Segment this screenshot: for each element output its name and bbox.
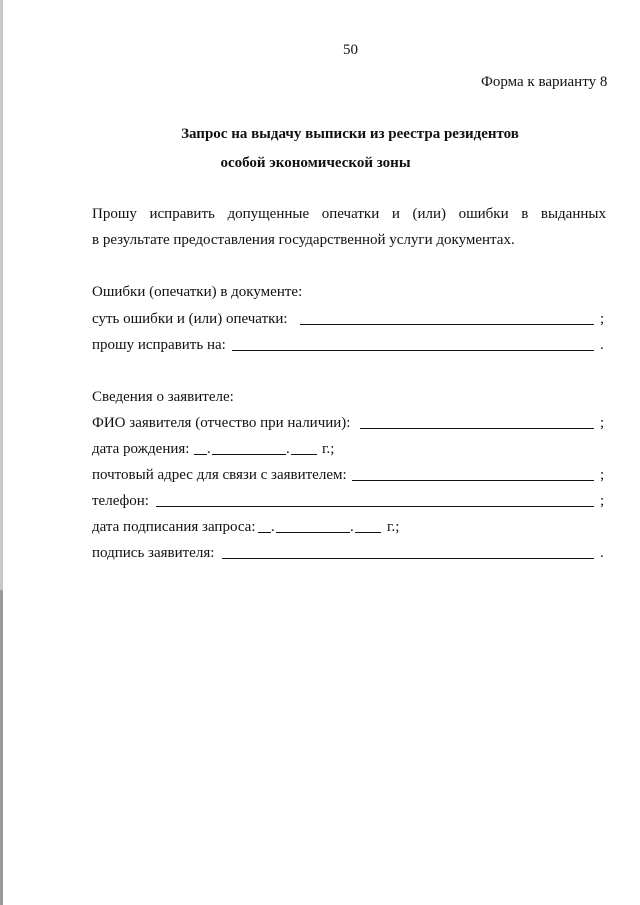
- intro-word: (или): [412, 206, 446, 222]
- intro-line1: [92, 205, 606, 223]
- birth-year-field[interactable]: [291, 454, 317, 455]
- intro-word: выданных: [540, 206, 606, 222]
- birth-day-field[interactable]: [194, 454, 207, 455]
- fio-field[interactable]: [360, 428, 594, 429]
- signature-field[interactable]: [222, 558, 594, 559]
- form-reference: Форма к варианту 8: [481, 74, 608, 90]
- sign-month-field[interactable]: [276, 532, 350, 533]
- sign-date-label: дата подписания запроса:: [92, 519, 256, 535]
- phone-label: телефон:: [92, 493, 149, 509]
- sign-date-suffix: г.;: [387, 519, 400, 535]
- signature-label: подпись заявителя:: [92, 545, 215, 561]
- essence-label: суть ошибки и (или) опечатки:: [92, 311, 288, 327]
- phone-end: ;: [600, 493, 605, 509]
- intro-word: в: [521, 206, 529, 222]
- applicant-heading: Сведения о заявителе:: [92, 389, 234, 405]
- intro-line2: в результате предоставления государственной услуги документах.: [92, 232, 515, 248]
- intro-word: Прошу: [92, 206, 137, 222]
- document-title-line1: Запрос на выдачу выписки из реестра резидентов: [181, 126, 519, 142]
- document-title-line2: особой экономической зоны: [220, 155, 411, 171]
- page-edge-shadow-dark: [0, 590, 3, 905]
- birth-label: дата рождения:: [92, 441, 190, 457]
- fio-label: ФИО заявителя (отчество при наличии):: [92, 415, 351, 431]
- page-number: 50: [343, 42, 358, 58]
- birth-month-field[interactable]: [212, 454, 286, 455]
- intro-word: допущенные: [227, 206, 310, 222]
- birth-dot1: .: [207, 441, 211, 457]
- birth-suffix: г.;: [322, 441, 335, 457]
- address-label: почтовый адрес для связи с заявителем:: [92, 467, 347, 483]
- signature-end: .: [600, 545, 604, 561]
- intro-word: исправить: [149, 206, 215, 222]
- intro-word: ошибки: [458, 206, 509, 222]
- fix-field[interactable]: [232, 350, 594, 351]
- fix-end: .: [600, 337, 604, 353]
- sign-date-dot1: .: [271, 519, 275, 535]
- errors-heading: Ошибки (опечатки) в документе:: [92, 284, 303, 300]
- fix-label: прошу исправить на:: [92, 337, 226, 353]
- address-end: ;: [600, 467, 605, 483]
- essence-end: ;: [600, 311, 605, 327]
- intro-word: и: [391, 206, 400, 222]
- phone-field[interactable]: [156, 506, 594, 507]
- sign-day-field[interactable]: [258, 532, 271, 533]
- intro-word: опечатки: [321, 206, 380, 222]
- sign-year-field[interactable]: [355, 532, 381, 533]
- essence-field[interactable]: [300, 324, 594, 325]
- fio-end: ;: [600, 415, 605, 431]
- birth-dot2: .: [286, 441, 290, 457]
- sign-date-dot2: .: [350, 519, 354, 535]
- address-field[interactable]: [352, 480, 594, 481]
